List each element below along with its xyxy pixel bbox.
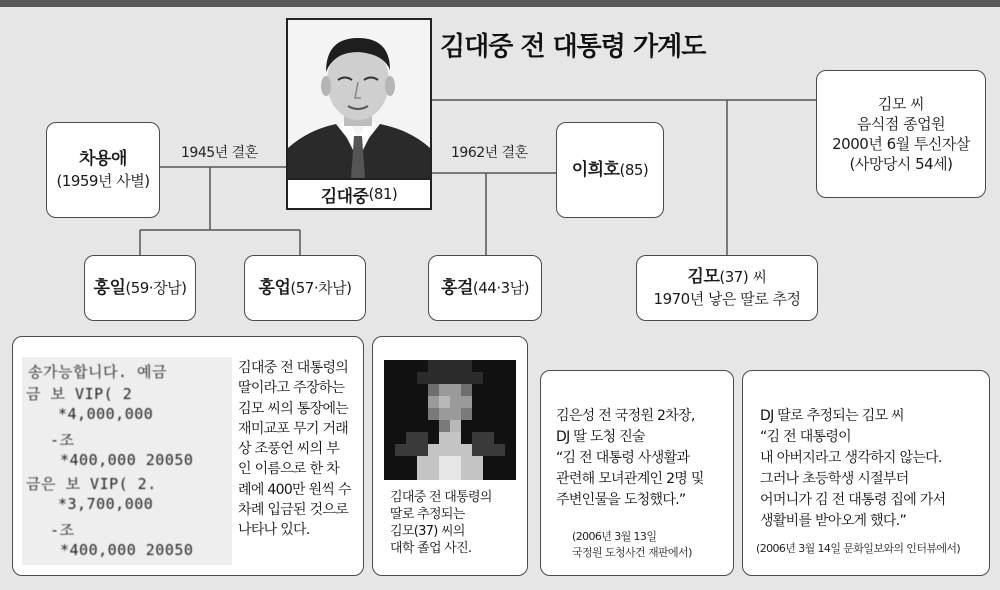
kim-dae-jung-name: 김대중: [320, 186, 369, 207]
kimmo-mother-line3: 2000년 6월 투신자살: [832, 135, 970, 153]
quote-kim-eunsung: 김은성 전 국정원 2차장, DJ 딸 도청 진술 “김 전 대통령 사생활과 관련해 모녀관계인 2명 및 주변인물을 도청했다.”: [556, 408, 704, 508]
hongup-name: 홍업: [258, 277, 291, 298]
kimmo-mother-line2: 음식점 종업원: [856, 114, 946, 133]
kim-dae-jung-portrait: [286, 18, 432, 210]
kimmo-daughter-detail: (37) 씨: [719, 268, 767, 287]
first-marriage-label: 1945년 결혼: [181, 145, 258, 161]
quote-kimmo: DJ 딸로 추정되는 김모 씨 “김 전 대통령이 내 아버지라고 생각하지 않는다. 그러나 초등학생 시절부터 어머니가 김 전 대통령 집에 가서 생활비를 받아오게 했다.”: [760, 408, 946, 529]
bankbook-line: -조: [50, 521, 75, 539]
graduation-photo-caption: 김대중 전 대통령의 딸로 추정되는 김모(37) 씨의 대학 졸업 사진.: [390, 490, 492, 556]
second-marriage-label: 1962년 결혼: [451, 145, 528, 161]
honggul-detail: (44·3남): [472, 278, 529, 297]
kimmo-daughter-note: 1970년 낳은 딸로 추정: [653, 290, 801, 309]
kim-dae-jung-label: [288, 178, 430, 208]
person-lee-heeho: [556, 122, 664, 218]
cha-name: 차용애: [79, 149, 127, 170]
kimmo-mother-line1: 김모 씨: [877, 94, 925, 113]
page-title: 김대중 전 대통령 가계도: [440, 32, 706, 62]
person-kimmo-mother: [816, 70, 986, 198]
quote-kim-eunsung-source: (2006년 3월 13일 국정원 도청사건 재판에서): [572, 530, 692, 559]
person-cha-yongae: [46, 122, 160, 218]
child-hongup: [244, 255, 366, 321]
bankbook-image: [22, 357, 232, 565]
lee-age: (85): [619, 160, 649, 179]
kim-dae-jung-photo: [288, 20, 430, 178]
bankbook-line: *3,700,000: [58, 495, 154, 513]
kimmo-mother-line4: (사망당시 54세): [849, 155, 953, 174]
bankbook-line: *4,000,000: [58, 405, 154, 423]
bankbook-line: -조: [50, 431, 75, 449]
kim-dae-jung-age: (81): [368, 185, 398, 203]
bankbook-line: 금 보 VIP( 2: [26, 385, 133, 403]
hongil-name: 홍일: [93, 277, 126, 298]
hongup-detail: (57·차남): [290, 278, 352, 297]
bankbook-line: 송가능합니다. 예금: [28, 363, 167, 381]
quote-kimmo-source: (2006년 3월 14일 문화일보와의 인터뷰에서): [756, 542, 961, 555]
bankbook-line: *400,000 20050: [60, 451, 194, 469]
child-honggul: [428, 255, 542, 321]
honggul-name: 홍걸: [441, 277, 473, 298]
child-kimmo-daughter: [636, 255, 818, 321]
graduation-photo-mosaic: [384, 360, 516, 480]
cha-note: (1959년 사별): [56, 172, 150, 191]
lee-name: 이희호: [571, 159, 620, 180]
bankbook-line: *400,000 20050: [60, 541, 194, 559]
hongil-detail: (59·장남): [125, 278, 187, 297]
bankbook-line: 금은 보 VIP( 2.: [26, 475, 157, 493]
bankbook-caption: 김대중 전 대통령의 딸이라고 주장하는 김모 씨의 통장에는 재미교포 무기 거래 상 조풍언 씨의 부 인 이름으로 한 차 례에 400만 원씩 수 차례 입금된 것으로 나타나 있다.: [238, 360, 351, 539]
kimmo-daughter-name: 김모: [687, 267, 720, 288]
child-hongil: [84, 255, 196, 321]
